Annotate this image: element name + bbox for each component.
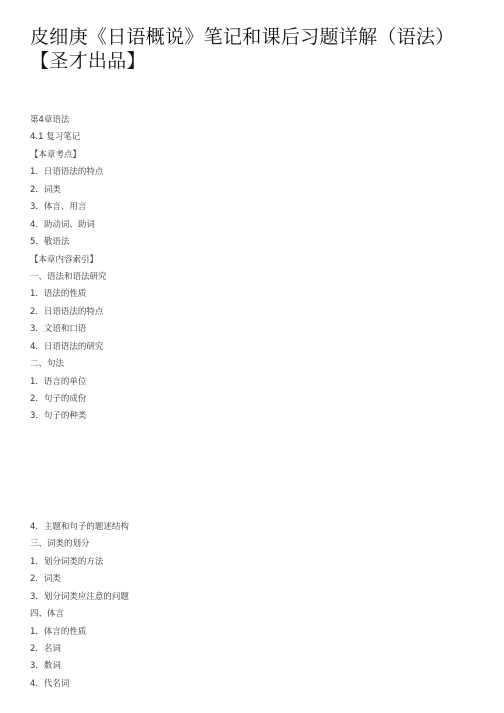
list-item: 2．日语语法的特点 <box>30 306 104 317</box>
list-item: 2．词类 <box>30 184 61 195</box>
list-item: 1．日语语法的特点 <box>30 167 104 178</box>
key-points-heading: 【本章考点】 <box>30 149 82 160</box>
list-item: 4．代名词 <box>30 678 70 689</box>
list-item: 1．语言的单位 <box>30 376 87 387</box>
subsection-heading: 四、体言 <box>30 609 65 620</box>
list-item: 5．敬语法 <box>30 237 70 248</box>
document-title: 皮细庚《日语概说》笔记和课后习题详解（语法）【圣才出品】 <box>30 26 455 72</box>
list-item: 3．句子的种类 <box>30 411 87 422</box>
list-item: 3．数词 <box>30 661 61 672</box>
subsection-heading: 二、句法 <box>30 359 65 370</box>
list-item: 2．名词 <box>30 643 61 654</box>
document-body <box>30 112 480 693</box>
list-item: 4．助动词、助词 <box>30 219 95 230</box>
chapter-heading: 第4章语法 <box>30 115 70 125</box>
subsection-heading: 三、词类的划分 <box>30 539 90 550</box>
content-index-heading: 【本章内容索引】 <box>30 254 99 265</box>
list-item: 1．划分词类的方法 <box>30 556 104 567</box>
list-item: 1．语法的性质 <box>30 289 87 300</box>
list-item: 3．文语和口语 <box>30 324 87 335</box>
list-item: 2．词类 <box>30 574 61 585</box>
list-item: 3．划分词类应注意的问题 <box>30 591 129 602</box>
section-heading: 4.1 复习笔记 <box>30 132 81 143</box>
subsection-heading: 一、语法和语法研究 <box>30 271 107 282</box>
list-item: 3．体言、用言 <box>30 202 87 213</box>
list-item: 4．日语语法的研究 <box>30 341 104 352</box>
blank-space <box>30 426 480 519</box>
list-item: 2．句子的成份 <box>30 394 87 404</box>
list-item: 1．体言的性质 <box>30 626 87 637</box>
list-item: 4．主题和句子的题述结构 <box>30 521 129 532</box>
